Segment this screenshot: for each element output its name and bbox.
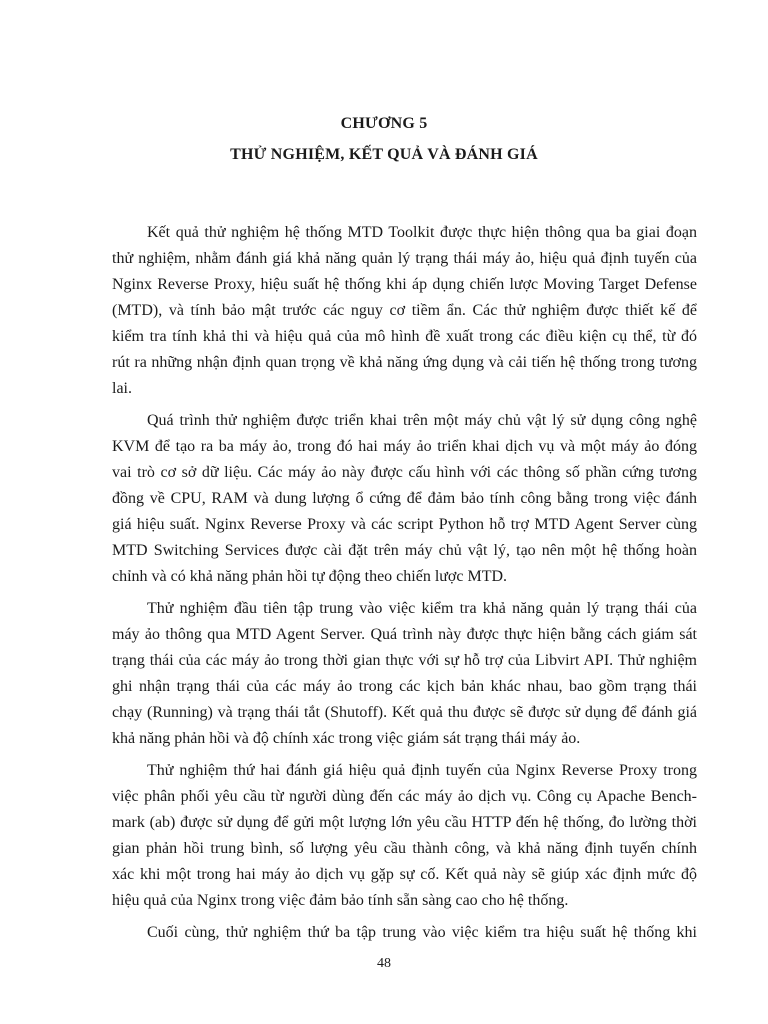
text-line: lai. xyxy=(112,380,132,397)
paragraph xyxy=(112,408,697,590)
text-line: khả năng phản hồi và độ chính xác trong việc giám sát trạng thái máy ảo. xyxy=(112,730,581,747)
text-line: Kết quả thử nghiệm hệ thống MTD Toolkit được thực hiện thông qua ba giai đoạn xyxy=(147,224,697,241)
text-line: (MTD), và tính bảo mật trước các nguy cơ tiềm ẩn. Các thử nghiệm được thiết kế để xyxy=(112,302,697,319)
text-line: mark (ab) được sử dụng để gửi một lượng lớn yêu cầu HTTP đến hệ thống, đo lường thời xyxy=(112,814,697,831)
paragraph xyxy=(112,220,697,402)
chapter-title: THỬ NGHIỆM, KẾT QUẢ VÀ ĐÁNH GIÁ xyxy=(230,146,538,163)
paragraph xyxy=(112,596,697,752)
text-line: gian phản hồi trung bình, số lượng yêu cầu thành công, và khả năng định tuyến chính xyxy=(112,840,697,857)
paragraph xyxy=(112,920,697,946)
chapter-label: CHƯƠNG 5 xyxy=(340,115,428,132)
text-line: đồng về CPU, RAM và dung lượng ổ cứng để đảm bảo tính công bằng trong việc đánh xyxy=(112,490,697,507)
text-line: Thử nghiệm đầu tiên tập trung vào việc kiểm tra khả năng quản lý trạng thái của xyxy=(147,600,697,617)
text-line: vai trò cơ sở dữ liệu. Các máy ảo này được cấu hình với các thông số phần cứng tương xyxy=(112,464,697,481)
body-text xyxy=(112,220,697,952)
text-line: giá hiệu suất. Nginx Reverse Proxy và các script Python hỗ trợ MTD Agent Server cùng xyxy=(112,516,697,533)
text-line: rút ra những nhận định quan trọng về khả năng ứng dụng và cải tiến hệ thống trong tương xyxy=(112,354,697,371)
text-line: hiệu quả của Nginx trong việc đảm bảo tính sẵn sàng cao cho hệ thống. xyxy=(112,892,569,909)
text-line: MTD Switching Services được cài đặt trên máy chủ vật lý, tạo nên một hệ thống hoàn xyxy=(112,542,697,559)
text-line: trạng thái của các máy ảo trong thời gian thực với sự hỗ trợ của Libvirt API. Thử nghiệm xyxy=(112,652,697,669)
text-line: xác khi một trong hai máy ảo dịch vụ gặp sự cố. Kết quả này sẽ giúp xác định mức độ xyxy=(112,866,697,883)
paragraph xyxy=(112,758,697,914)
text-line: việc phân phối yêu cầu từ người dùng đến các máy ảo dịch vụ. Công cụ Apache Bench- xyxy=(112,788,697,805)
text-line: chỉnh và có khả năng phản hồi tự động theo chiến lược MTD. xyxy=(112,568,508,585)
text-line: KVM để tạo ra ba máy ảo, trong đó hai máy ảo triển khai dịch vụ và một máy ảo đóng xyxy=(112,438,697,455)
page-number: 48 xyxy=(377,956,391,971)
text-line: Quá trình thử nghiệm được triển khai trên một máy chủ vật lý sử dụng công nghệ xyxy=(147,412,697,429)
text-line: Thử nghiệm thứ hai đánh giá hiệu quả định tuyến của Nginx Reverse Proxy trong xyxy=(147,762,697,779)
text-line: Cuối cùng, thử nghiệm thứ ba tập trung vào việc kiểm tra hiệu suất hệ thống khi xyxy=(147,924,697,941)
text-line: thử nghiệm, nhằm đánh giá khả năng quản lý trạng thái máy ảo, hiệu quả định tuyến của xyxy=(112,250,697,267)
text-line: máy ảo thông qua MTD Agent Server. Quá trình này được thực hiện bằng cách giám sát xyxy=(112,626,697,643)
text-line: Nginx Reverse Proxy, hiệu suất hệ thống khi áp dụng chiến lược Moving Target Defense xyxy=(112,276,697,293)
text-line: ghi nhận trạng thái của các máy ảo trong các kịch bản khác nhau, bao gồm trạng thái xyxy=(112,678,697,695)
text-line: chạy (Running) và trạng thái tắt (Shutoff). Kết quả thu được sẽ được sử dụng để đánh giá xyxy=(112,704,697,721)
text-line: kiểm tra tính khả thi và hiệu quả của mô hình đề xuất trong các điều kiện cụ thể, từ đó xyxy=(112,328,697,345)
